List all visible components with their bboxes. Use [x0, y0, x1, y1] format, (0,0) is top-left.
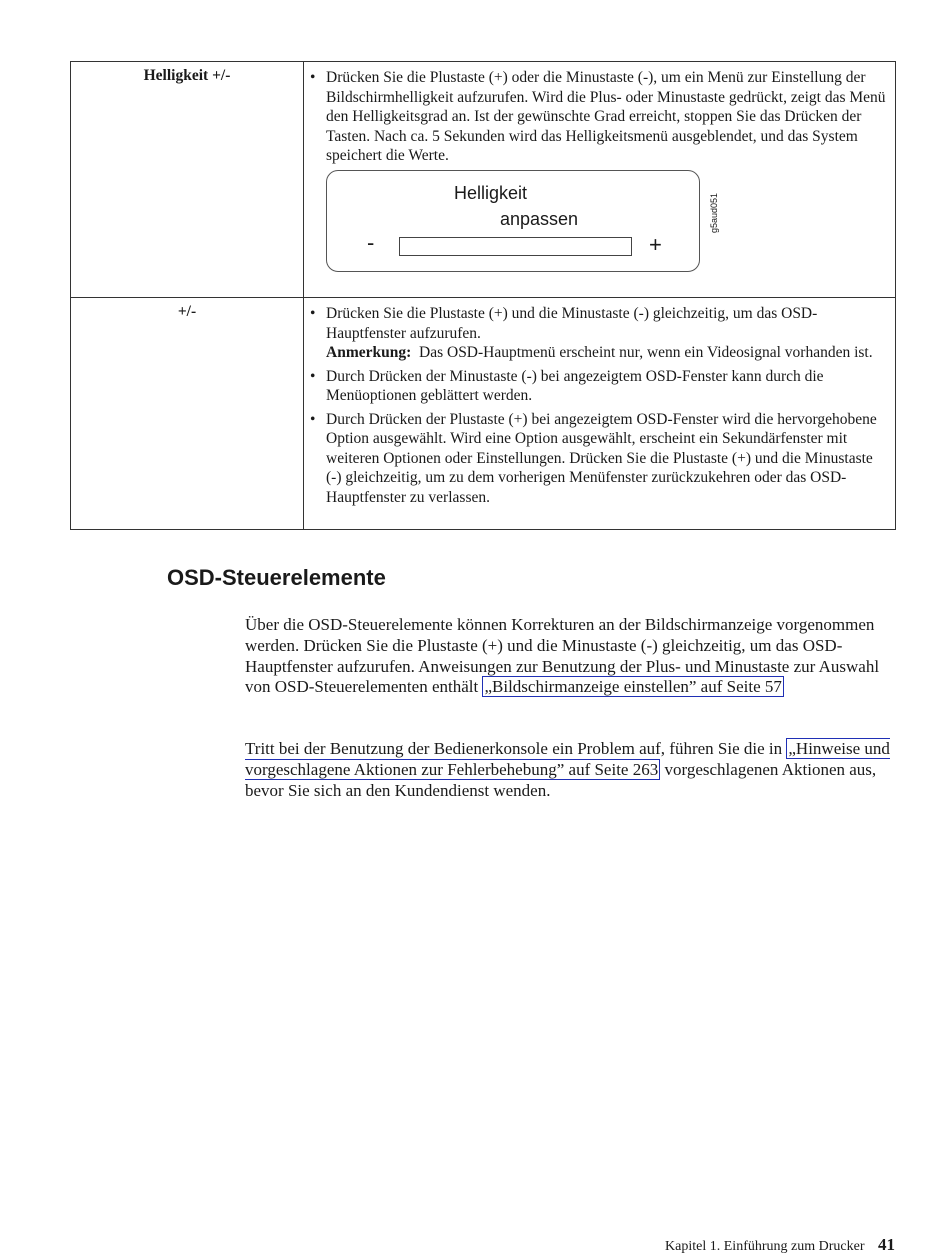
intro-paragraph — [245, 615, 895, 698]
paragraph-text: Tritt bei der Benutzung der Bedienerkonsole ein Problem auf, führen Sie die in — [245, 739, 783, 758]
bullet-text: Drücken Sie die Plustaste (+) und die Minustaste (-) gleichzeitig, um das OSD-Hauptfenster aufzurufen. — [326, 305, 818, 342]
plus-icon: + — [649, 231, 662, 257]
bullet-text: Durch Drücken der Minustaste (-) bei angezeigtem OSD-Fenster kann durch die Menüoptionen geblättert werden. — [326, 367, 824, 404]
minus-icon: - — [367, 229, 375, 255]
figure-title-line1: Helligkeit — [454, 182, 528, 203]
brightness-menu-figure — [326, 170, 719, 272]
control-description — [304, 62, 896, 298]
control-description — [304, 298, 896, 530]
list-item — [308, 410, 889, 508]
table-row — [71, 62, 896, 298]
section-title: OSD-Steuerelemente — [167, 565, 386, 590]
brightness-bar — [399, 237, 632, 256]
cross-reference-link[interactable]: „Bildschirmanzeige einstellen” auf Seite 57 — [484, 677, 782, 697]
chapter-title: Kapitel 1. Einführung zum Drucker — [665, 1239, 865, 1254]
figure-title-line2: anpassen — [500, 208, 579, 229]
bullet-text: Durch Drücken der Plustaste (+) bei angezeigtem OSD-Fenster wird die hervorgehobene Option ausgewählt. Wird eine Option ausgewählt, erscheint ein Sekundärfenster mit weiteren Optionen oder Einstellungen. Drücken Sie die Plustaste (+) und die Minustaste (-) gleichzeitig, um zu dem vorherigen Menüfenster zurückzukehren oder das OSD-Hauptfenster zu verlassen. — [326, 410, 877, 506]
bullet-text: Drücken Sie die Plustaste (+) oder die Minustaste (-), um ein Menü zur Einstellung der Bildschirmhelligkeit aufzurufen. Wird die Plus- oder Minustaste gedrückt, zeigt das Menü den Helligkeitsgrad an. Ist der gewünschte Grad erreicht, stoppen Sie das Drücken der Tasten. Nach ca. 5 Sekunden wird das Helligkeitsmenü ausgeblendet, und das System speichert die Werte. — [326, 69, 886, 164]
troubleshooting-paragraph — [245, 739, 895, 801]
bullet-glyph: • — [310, 410, 316, 428]
table-row — [71, 298, 896, 530]
control-key-brightness: Helligkeit +/- — [71, 62, 304, 298]
note-text: Das OSD-Hauptmenü erscheint nur, wenn ein Videosignal vorhanden ist. — [419, 344, 873, 361]
note-label: Anmerkung: — [326, 344, 412, 361]
bullet-glyph: • — [310, 367, 316, 385]
page-footer — [665, 1235, 895, 1257]
paragraph-text: Über die OSD-Steuerelemente können Korrekturen an der Bildschirmanzeige vorgenommen werden. Drücken Sie die Plustaste (+) und die Minustaste (-) gleichzeitig, um das OSD-Hauptfenster aufzurufen. Anweisungen zur Benutzung der Plus- und Minustaste zur Auswahl von OSD-Steuerelementen enthält — [245, 615, 880, 697]
list-item — [308, 68, 889, 166]
figure-code: g5aud051 — [709, 192, 719, 233]
osd-controls-table — [70, 61, 896, 530]
page-number: 41 — [878, 1235, 895, 1254]
control-key-plus-minus: +/- — [71, 298, 304, 530]
bullet-list — [308, 304, 889, 507]
bullet-glyph: • — [310, 305, 316, 322]
cross-reference-link[interactable]: „Hinweise und vorgeschlagene Aktionen zur Fehlerbehebung” auf Seite 263 — [245, 739, 890, 779]
list-item — [308, 367, 889, 406]
bullet-glyph: • — [310, 69, 316, 86]
paragraph-text: vorgeschlagenen Aktionen aus, bevor Sie sich an den Kundendienst wenden. — [245, 759, 877, 800]
list-item — [308, 304, 889, 363]
bullet-list — [308, 68, 889, 166]
